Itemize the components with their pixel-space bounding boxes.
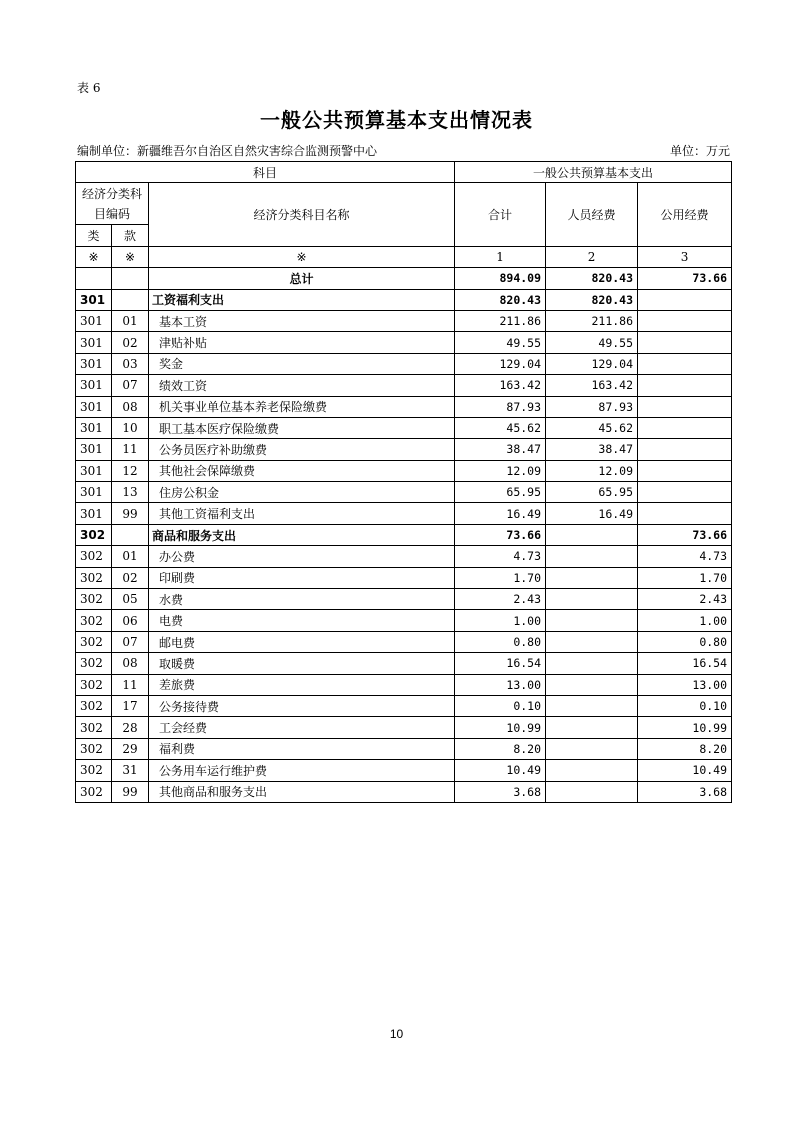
cell-item: 06 [112,610,149,631]
cell-total: 10.99 [455,717,546,738]
cell-public [638,289,732,310]
cell-item [112,268,149,289]
cell-item: 10 [112,417,149,438]
cell-subject-name: 公务员医疗补助缴费 [149,439,455,460]
cell-personnel [546,567,638,588]
cell-public: 16.54 [638,653,732,674]
cell-subject-name: 其他社会保障缴费 [149,460,455,481]
cell-category: 302 [76,738,112,759]
cell-personnel [546,760,638,781]
table-row [76,439,732,460]
cell-personnel [546,738,638,759]
cell-total: 0.10 [455,695,546,716]
cell-total: 3.68 [455,781,546,802]
header-row-2 [76,183,732,225]
cell-total: 73.66 [455,524,546,545]
cell-item: 29 [112,738,149,759]
cell-subject-name: 总计 [149,268,455,289]
cell-category: 302 [76,546,112,567]
table-label: 表 6 [77,81,101,95]
cell-public [638,439,732,460]
cell-public [638,375,732,396]
cell-subject-name: 印刷费 [149,567,455,588]
header-mark-lei: ※ [76,246,112,267]
table-row [76,310,732,331]
cell-subject-name: 取暖费 [149,653,455,674]
cell-total: 16.49 [455,503,546,524]
cell-category: 302 [76,610,112,631]
table-row [76,567,732,588]
cell-subject-name: 工会经费 [149,717,455,738]
table-row-subtotal [76,289,732,310]
cell-subject-name: 差旅费 [149,674,455,695]
header-kuan: 款 [112,225,149,246]
table-row-subtotal [76,268,732,289]
cell-total: 1.70 [455,567,546,588]
cell-public: 0.80 [638,631,732,652]
cell-public: 1.00 [638,610,732,631]
cell-personnel: 87.93 [546,396,638,417]
table-row [76,482,732,503]
cell-personnel [546,546,638,567]
budget-table [75,161,732,803]
cell-public: 10.99 [638,717,732,738]
cell-personnel: 45.62 [546,417,638,438]
cell-public [638,332,732,353]
header-mark-kuan: ※ [112,246,149,267]
cell-item: 08 [112,396,149,417]
cell-category: 301 [76,482,112,503]
cell-total: 163.42 [455,375,546,396]
cell-personnel: 65.95 [546,482,638,503]
cell-item [112,289,149,310]
header-budget: 一般公共预算基本支出 [455,162,732,183]
cell-subject-name: 办公费 [149,546,455,567]
cell-category: 302 [76,674,112,695]
cell-item: 28 [112,717,149,738]
table-row [76,653,732,674]
cell-subject-name: 住房公积金 [149,482,455,503]
cell-total: 13.00 [455,674,546,695]
page-number: 10 [389,1027,404,1041]
cell-category: 301 [76,460,112,481]
cell-public [638,396,732,417]
header-total: 合计 [455,183,546,246]
table-row [76,375,732,396]
cell-item: 31 [112,760,149,781]
cell-total: 10.49 [455,760,546,781]
cell-public [638,310,732,331]
unit-row [77,142,730,159]
cell-personnel [546,717,638,738]
cell-subject-name: 奖金 [149,353,455,374]
cell-item: 11 [112,674,149,695]
cell-subject-name: 公务用车运行维护费 [149,760,455,781]
cell-item: 03 [112,353,149,374]
cell-public [638,353,732,374]
cell-subject-name: 基本工资 [149,310,455,331]
cell-total: 8.20 [455,738,546,759]
header-public: 公用经费 [638,183,732,246]
cell-personnel [546,781,638,802]
cell-category: 301 [76,417,112,438]
cell-category: 301 [76,439,112,460]
currency-unit: 单位：万元 [669,144,730,158]
cell-item: 05 [112,589,149,610]
table-row [76,353,732,374]
header-mark-name: ※ [149,246,455,267]
cell-total: 45.62 [455,417,546,438]
table-row [76,760,732,781]
cell-subject-name: 其他工资福利支出 [149,503,455,524]
header-col-3: 3 [638,246,732,267]
cell-total: 0.80 [455,631,546,652]
cell-subject-name: 公务接待费 [149,695,455,716]
cell-public [638,503,732,524]
table-row-subtotal [76,524,732,545]
cell-category: 301 [76,375,112,396]
table-row [76,738,732,759]
cell-item: 99 [112,781,149,802]
cell-subject-name: 绩效工资 [149,375,455,396]
cell-category: 301 [76,310,112,331]
table-row [76,460,732,481]
cell-item: 08 [112,653,149,674]
cell-category: 302 [76,717,112,738]
table-row [76,674,732,695]
cell-category: 301 [76,353,112,374]
cell-subject-name: 工资福利支出 [149,289,455,310]
cell-total: 49.55 [455,332,546,353]
cell-personnel [546,631,638,652]
cell-total: 1.00 [455,610,546,631]
cell-personnel: 49.55 [546,332,638,353]
cell-personnel [546,589,638,610]
cell-subject-name: 津贴补贴 [149,332,455,353]
cell-personnel [546,653,638,674]
cell-item: 02 [112,567,149,588]
cell-personnel: 38.47 [546,439,638,460]
cell-category: 302 [76,695,112,716]
table-row [76,695,732,716]
cell-subject-name: 其他商品和服务支出 [149,781,455,802]
cell-public: 0.10 [638,695,732,716]
cell-subject-name: 职工基本医疗保险缴费 [149,417,455,438]
cell-public: 10.49 [638,760,732,781]
table-row [76,631,732,652]
table-row [76,417,732,438]
cell-item: 01 [112,546,149,567]
cell-category: 302 [76,781,112,802]
table-row [76,610,732,631]
cell-category: 302 [76,589,112,610]
table-row [76,589,732,610]
cell-total: 87.93 [455,396,546,417]
cell-category: 301 [76,332,112,353]
cell-category: 302 [76,524,112,545]
cell-total: 894.09 [455,268,546,289]
cell-public [638,482,732,503]
header-row-1 [76,162,732,183]
cell-personnel [546,524,638,545]
cell-personnel [546,674,638,695]
header-row-4 [76,246,732,267]
cell-item: 02 [112,332,149,353]
cell-total: 129.04 [455,353,546,374]
cell-public: 73.66 [638,268,732,289]
header-personnel: 人员经费 [546,183,638,246]
cell-public: 13.00 [638,674,732,695]
header-col-2: 2 [546,246,638,267]
header-lei: 类 [76,225,112,246]
table-row [76,781,732,802]
cell-personnel: 163.42 [546,375,638,396]
cell-item: 13 [112,482,149,503]
table-row [76,717,732,738]
cell-category: 302 [76,631,112,652]
cell-total: 2.43 [455,589,546,610]
cell-item: 07 [112,631,149,652]
cell-item: 17 [112,695,149,716]
cell-total: 4.73 [455,546,546,567]
cell-item: 12 [112,460,149,481]
cell-subject-name: 电费 [149,610,455,631]
cell-subject-name: 机关事业单位基本养老保险缴费 [149,396,455,417]
cell-category [76,268,112,289]
cell-public: 73.66 [638,524,732,545]
cell-category: 302 [76,760,112,781]
cell-public [638,460,732,481]
compiling-unit: 编制单位：新疆维吾尔自治区自然灾害综合监测预警中心 [77,144,378,158]
cell-personnel: 820.43 [546,289,638,310]
cell-subject-name: 水费 [149,589,455,610]
cell-personnel: 820.43 [546,268,638,289]
cell-total: 38.47 [455,439,546,460]
header-col-1: 1 [455,246,546,267]
cell-total: 12.09 [455,460,546,481]
cell-item [112,524,149,545]
cell-public: 2.43 [638,589,732,610]
cell-item: 11 [112,439,149,460]
cell-category: 301 [76,289,112,310]
cell-public: 3.68 [638,781,732,802]
table-row [76,546,732,567]
page-title: 一般公共预算基本支出情况表 [260,108,533,132]
cell-category: 301 [76,503,112,524]
cell-public: 8.20 [638,738,732,759]
cell-item: 07 [112,375,149,396]
cell-subject-name: 邮电费 [149,631,455,652]
cell-personnel: 12.09 [546,460,638,481]
cell-personnel: 211.86 [546,310,638,331]
cell-subject-name: 商品和服务支出 [149,524,455,545]
cell-total: 16.54 [455,653,546,674]
cell-personnel [546,695,638,716]
header-subject: 科目 [76,162,455,183]
cell-total: 211.86 [455,310,546,331]
cell-public [638,417,732,438]
cell-item: 01 [112,310,149,331]
cell-item: 99 [112,503,149,524]
table-row [76,332,732,353]
cell-category: 302 [76,653,112,674]
header-name-title: 经济分类科目名称 [149,183,455,246]
cell-total: 65.95 [455,482,546,503]
cell-total: 820.43 [455,289,546,310]
table-row [76,396,732,417]
header-code-title: 经济分类科目编码 [76,183,149,225]
cell-public: 1.70 [638,567,732,588]
cell-subject-name: 福利费 [149,738,455,759]
cell-category: 301 [76,396,112,417]
cell-personnel [546,610,638,631]
cell-personnel: 16.49 [546,503,638,524]
cell-public: 4.73 [638,546,732,567]
cell-personnel: 129.04 [546,353,638,374]
table-row [76,503,732,524]
cell-category: 302 [76,567,112,588]
